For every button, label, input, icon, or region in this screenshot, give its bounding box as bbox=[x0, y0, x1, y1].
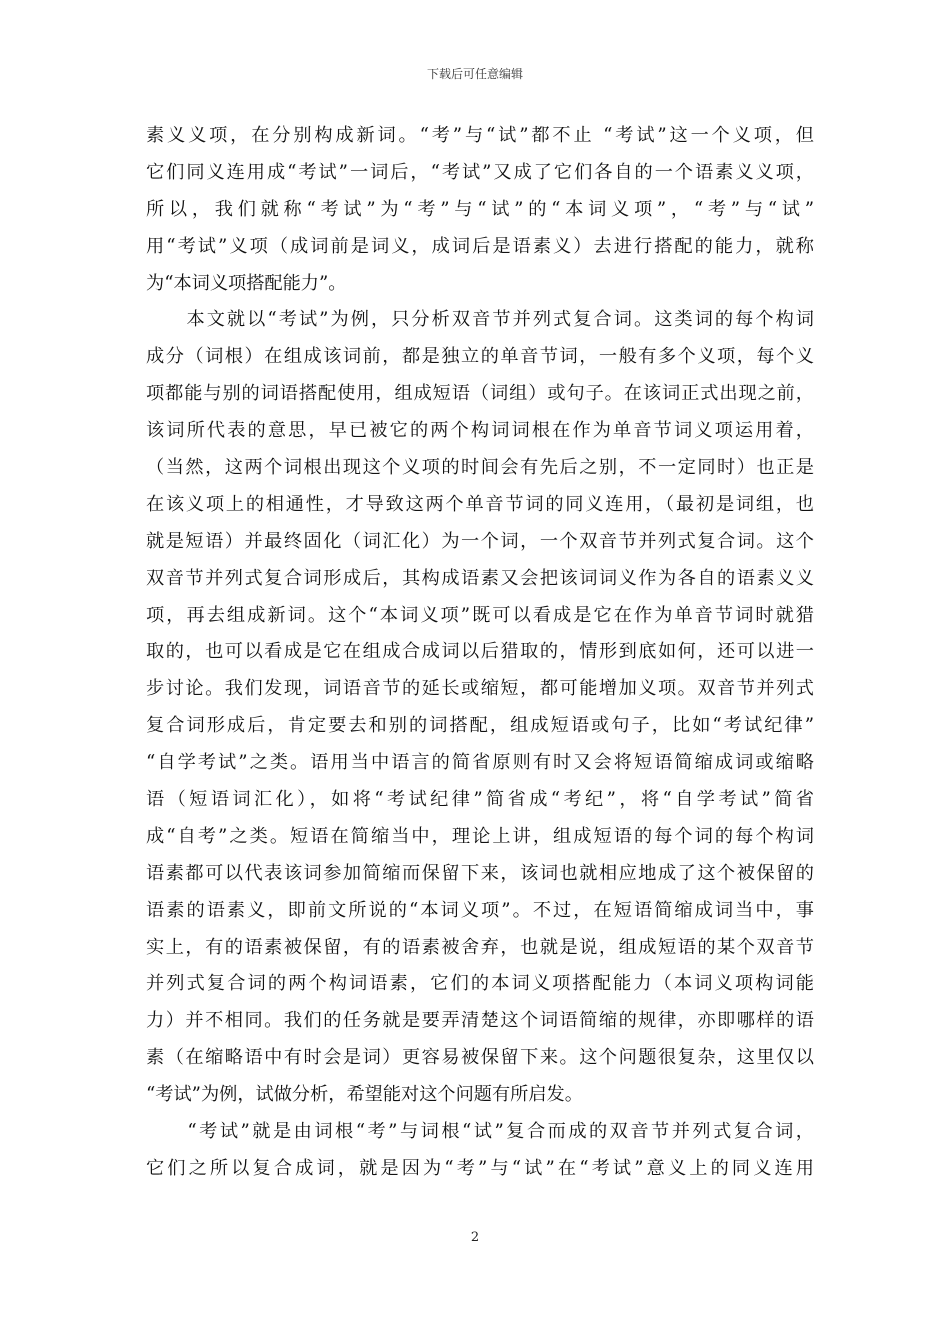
text-line: 成分（词根）在组成该词前，都是独立的单音节词，一般有多个义项，每个义 bbox=[146, 346, 814, 368]
text-line: “考试”为例，试做分析，希望能对这个问题有所启发。 bbox=[146, 1084, 583, 1106]
text-line: 语素都可以代表该词参加简缩而保留下来，该词也就相应地成了这个被保留的 bbox=[146, 862, 814, 884]
text-line: 双音节并列式复合词形成后，其构成语素又会把该词词义作为各自的语素义义 bbox=[146, 567, 814, 589]
text-line: 在该义项上的相通性，才导致这两个单音节词的同义连用，（最初是词组，也 bbox=[146, 493, 814, 515]
text-line: “考试”就是由词根“考”与词根“试”复合而成的双音节并列式复合词， bbox=[146, 1121, 814, 1143]
text-line: 力）并不相同。我们的任务就是要弄清楚这个词语简缩的规律，亦即哪样的语 bbox=[146, 1010, 814, 1032]
body-text bbox=[146, 118, 814, 1188]
text-line: 成“自考”之类。短语在简缩当中，理论上讲，组成短语的每个词的每个构词 bbox=[146, 825, 814, 847]
text-line: 就是短语）并最终固化（词汇化）为一个词，一个双音节并列式复合词。这个 bbox=[146, 530, 814, 552]
text-line: 复合词形成后，肯定要去和别的词搭配，组成短语或句子，比如“考试纪律” bbox=[146, 715, 814, 737]
text-line: 本文就以“考试”为例，只分析双音节并列式复合词。这类词的每个构词 bbox=[146, 309, 814, 331]
text-line: 用“考试”义项（成词前是词义，成词后是语素义）去进行搭配的能力，就称 bbox=[146, 235, 814, 257]
text-line: “自学考试”之类。语用当中语言的简省原则有时又会将短语简缩成词或缩略 bbox=[146, 752, 814, 774]
text-line: 该词所代表的意思，早已被它的两个构词词根在作为单音节词义项运用着， bbox=[146, 420, 814, 442]
text-line: 它们之所以复合成词，就是因为“考”与“试”在“考试”意义上的同义连用 bbox=[146, 1157, 814, 1179]
text-line: （当然，这两个词根出现这个义项的时间会有先后之别，不一定同时）也正是 bbox=[146, 457, 814, 479]
text-line: 步讨论。我们发现，词语音节的延长或缩短，都可能增加义项。双音节并列式 bbox=[146, 678, 814, 700]
text-line: 实上，有的语素被保留，有的语素被舍弃，也就是说，组成短语的某个双音节 bbox=[146, 936, 814, 958]
text-line: 项，再去组成新词。这个“本词义项”既可以看成是它在作为单音节词时就猎 bbox=[146, 604, 814, 626]
text-line: 取的，也可以看成是它在组成合成词以后猎取的，情形到底如何，还可以进一 bbox=[146, 641, 814, 663]
text-line: 并列式复合词的两个构词语素，它们的本词义项搭配能力（本词义项构词能 bbox=[146, 973, 814, 995]
text-line: 语素的语素义，即前文所说的“本词义项”。不过，在短语简缩成词当中，事 bbox=[146, 899, 814, 921]
text-line: 素（在缩略语中有时会是词）更容易被保留下来。这个问题很复杂，这里仅以 bbox=[146, 1047, 814, 1069]
text-line: 素义义项，在分别构成新词。“考”与“试”都不止 “考试”这一个义项，但 bbox=[146, 125, 814, 146]
text-line: 为“本词义项搭配能力”。 bbox=[146, 272, 347, 294]
text-line: 语（短语词汇化），如将“考试纪律”简省成“考纪”，将“自学考试”简省 bbox=[146, 789, 814, 811]
text-line: 它们同义连用成“考试”一词后，“考试”又成了它们各自的一个语素义义项， bbox=[146, 161, 814, 183]
text-line: 项都能与别的词语搭配使用，组成短语（词组）或句子。在该词正式出现之前， bbox=[146, 383, 814, 405]
text-line: 所以，我们就称“考试”为“考”与“试”的“本词义项”，“考”与“试” bbox=[146, 198, 814, 220]
page-header: 下载后可任意编辑 bbox=[426, 67, 523, 81]
page-number: 2 bbox=[470, 1230, 480, 1245]
